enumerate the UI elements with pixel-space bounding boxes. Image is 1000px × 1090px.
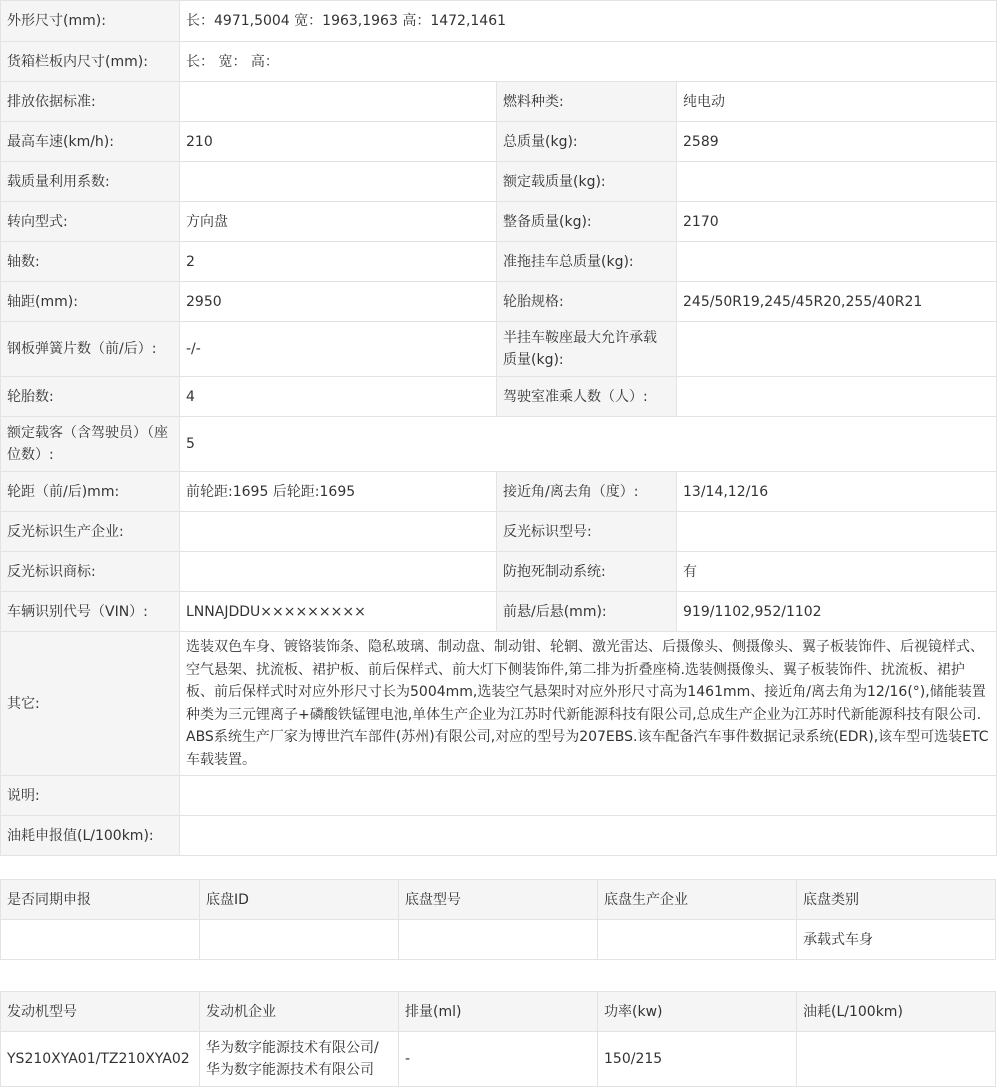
cab-value — [677, 377, 997, 417]
axles-label: 轴数: — [1, 242, 180, 282]
chassis-cell — [598, 920, 797, 960]
chassis-header-cell: 底盘ID — [200, 880, 399, 920]
spec-row — [1, 122, 997, 162]
abs-value: 有 — [677, 552, 997, 592]
spec-row — [1, 322, 997, 377]
fuel-value: 纯电动 — [677, 82, 997, 122]
chassis-table — [0, 879, 996, 960]
engine-data-row — [1, 1032, 996, 1087]
trailer-value — [677, 242, 997, 282]
trailer-label: 准拖挂车总质量(kg): — [497, 242, 677, 282]
load-coef-value — [180, 162, 497, 202]
steering-label: 转向型式: — [1, 202, 180, 242]
chassis-cell: 承载式车身 — [797, 920, 996, 960]
angle-value: 13/14,12/16 — [677, 472, 997, 512]
wheelbase-value: 2950 — [180, 282, 497, 322]
chassis-header-cell: 底盘生产企业 — [598, 880, 797, 920]
reflect-model-value — [677, 512, 997, 552]
fuel-consumption-value — [180, 816, 997, 856]
chassis-data-row — [1, 920, 996, 960]
spec-row — [1, 377, 997, 417]
chassis-cell — [399, 920, 598, 960]
overhang-label: 前悬/后悬(mm): — [497, 592, 677, 632]
note-value — [180, 776, 997, 816]
overhang-value: 919/1102,952/1102 — [677, 592, 997, 632]
track-value: 前轮距:1695 后轮距:1695 — [180, 472, 497, 512]
spec-row — [1, 1, 997, 42]
engine-table — [0, 991, 996, 1087]
curb-label: 整备质量(kg): — [497, 202, 677, 242]
dims-label: 外形尺寸(mm): — [1, 1, 180, 42]
dims-value: 长：4971,5004 宽：1963,1963 高：1472,1461 — [180, 1, 997, 42]
other-value: 选装双色车身、镀铬装饰条、隐私玻璃、制动盘、制动钳、轮辋、激光雷达、后摄像头、侧摄像头、翼子板装饰件、后视镜样式、空气悬架、扰流板、裙护板、前后保样式、前大灯下侧装饰件,第二排为折叠座椅.选装侧摄像头、翼子板装饰件、扰流板、裙护板、前后保样式时对应外形尺寸长为5004mm,选装空气悬架时对应外形尺寸高为1461mm、接近角/离去角为12/16(°),储能装置种类为三元锂离子+磷酸铁锰锂电池,单体生产企业为江苏时代新能源科技有限公司,总成生产企业为江苏时代新能源科技有限公司.ABS系统生产厂家为博世汽车部件(苏州)有限公司,对应的型号为207EBS.该车配备汽车事件数据记录系统(EDR),该车型可选装ETC车载装置。 — [180, 632, 997, 776]
saddle-label: 半挂车鞍座最大允许承载质量(kg): — [497, 322, 677, 377]
track-label: 轮距（前/后)mm: — [1, 472, 180, 512]
spec-row — [1, 512, 997, 552]
total-mass-value: 2589 — [677, 122, 997, 162]
reflect-brand-label: 反光标识商标: — [1, 552, 180, 592]
spec-row — [1, 472, 997, 512]
tires-label: 轮胎数: — [1, 377, 180, 417]
emission-value — [180, 82, 497, 122]
axles-value: 2 — [180, 242, 497, 282]
wheelbase-label: 轴距(mm): — [1, 282, 180, 322]
reflect-brand-value — [180, 552, 497, 592]
chassis-header-row — [1, 880, 996, 920]
engine-header-cell: 排量(ml) — [399, 992, 598, 1032]
cargo-value: 长： 宽： 高： — [180, 42, 997, 82]
chassis-header-cell: 是否同期申报 — [1, 880, 200, 920]
other-label: 其它: — [1, 632, 180, 776]
abs-label: 防抱死制动系统: — [497, 552, 677, 592]
note-label: 说明: — [1, 776, 180, 816]
speed-label: 最高车速(km/h): — [1, 122, 180, 162]
reflect-maker-label: 反光标识生产企业: — [1, 512, 180, 552]
spec-row — [1, 42, 997, 82]
vin-label: 车辆识别代号（VIN）: — [1, 592, 180, 632]
tires-value: 4 — [180, 377, 497, 417]
chassis-cell — [1, 920, 200, 960]
vin-value: LNNAJDDU××××××××× — [180, 592, 497, 632]
spec-row — [1, 282, 997, 322]
engine-cell: YS210XYA01/TZ210XYA02 — [1, 1032, 200, 1087]
engine-cell: 华为数字能源技术有限公司/华为数字能源技术有限公司 — [200, 1032, 399, 1087]
passengers-value: 5 — [180, 417, 997, 472]
saddle-value — [677, 322, 997, 377]
engine-header-cell: 油耗(L/100km) — [797, 992, 996, 1032]
engine-header-cell: 功率(kw) — [598, 992, 797, 1032]
passengers-label: 额定载客（含驾驶员）（座位数）: — [1, 417, 180, 472]
rated-load-label: 额定载质量(kg): — [497, 162, 677, 202]
fuel-consumption-label: 油耗申报值(L/100km): — [1, 816, 180, 856]
spec-row — [1, 242, 997, 282]
engine-cell: - — [399, 1032, 598, 1087]
chassis-header-cell: 底盘型号 — [399, 880, 598, 920]
engine-cell — [797, 1032, 996, 1087]
chassis-cell — [200, 920, 399, 960]
curb-value: 2170 — [677, 202, 997, 242]
spec-row — [1, 417, 997, 472]
spec-row — [1, 632, 997, 776]
spring-value: -/- — [180, 322, 497, 377]
engine-header-cell: 发动机型号 — [1, 992, 200, 1032]
spec-row — [1, 162, 997, 202]
reflect-model-label: 反光标识型号: — [497, 512, 677, 552]
rated-load-value — [677, 162, 997, 202]
spec-row — [1, 82, 997, 122]
angle-label: 接近角/离去角（度）: — [497, 472, 677, 512]
cargo-label: 货箱栏板内尺寸(mm): — [1, 42, 180, 82]
spec-row — [1, 592, 997, 632]
engine-header-cell: 发动机企业 — [200, 992, 399, 1032]
total-mass-label: 总质量(kg): — [497, 122, 677, 162]
reflect-maker-value — [180, 512, 497, 552]
spec-row — [1, 816, 997, 856]
cab-label: 驾驶室准乘人数（人）: — [497, 377, 677, 417]
tire-spec-value: 245/50R19,245/45R20,255/40R21 — [677, 282, 997, 322]
spring-label: 钢板弹簧片数（前/后）: — [1, 322, 180, 377]
spec-row — [1, 552, 997, 592]
tire-spec-label: 轮胎规格: — [497, 282, 677, 322]
engine-header-row — [1, 992, 996, 1032]
load-coef-label: 载质量利用系数: — [1, 162, 180, 202]
speed-value: 210 — [180, 122, 497, 162]
engine-cell: 150/215 — [598, 1032, 797, 1087]
spec-row — [1, 202, 997, 242]
spec-row — [1, 776, 997, 816]
emission-label: 排放依据标准: — [1, 82, 180, 122]
chassis-header-cell: 底盘类别 — [797, 880, 996, 920]
steering-value: 方向盘 — [180, 202, 497, 242]
fuel-label: 燃料种类: — [497, 82, 677, 122]
